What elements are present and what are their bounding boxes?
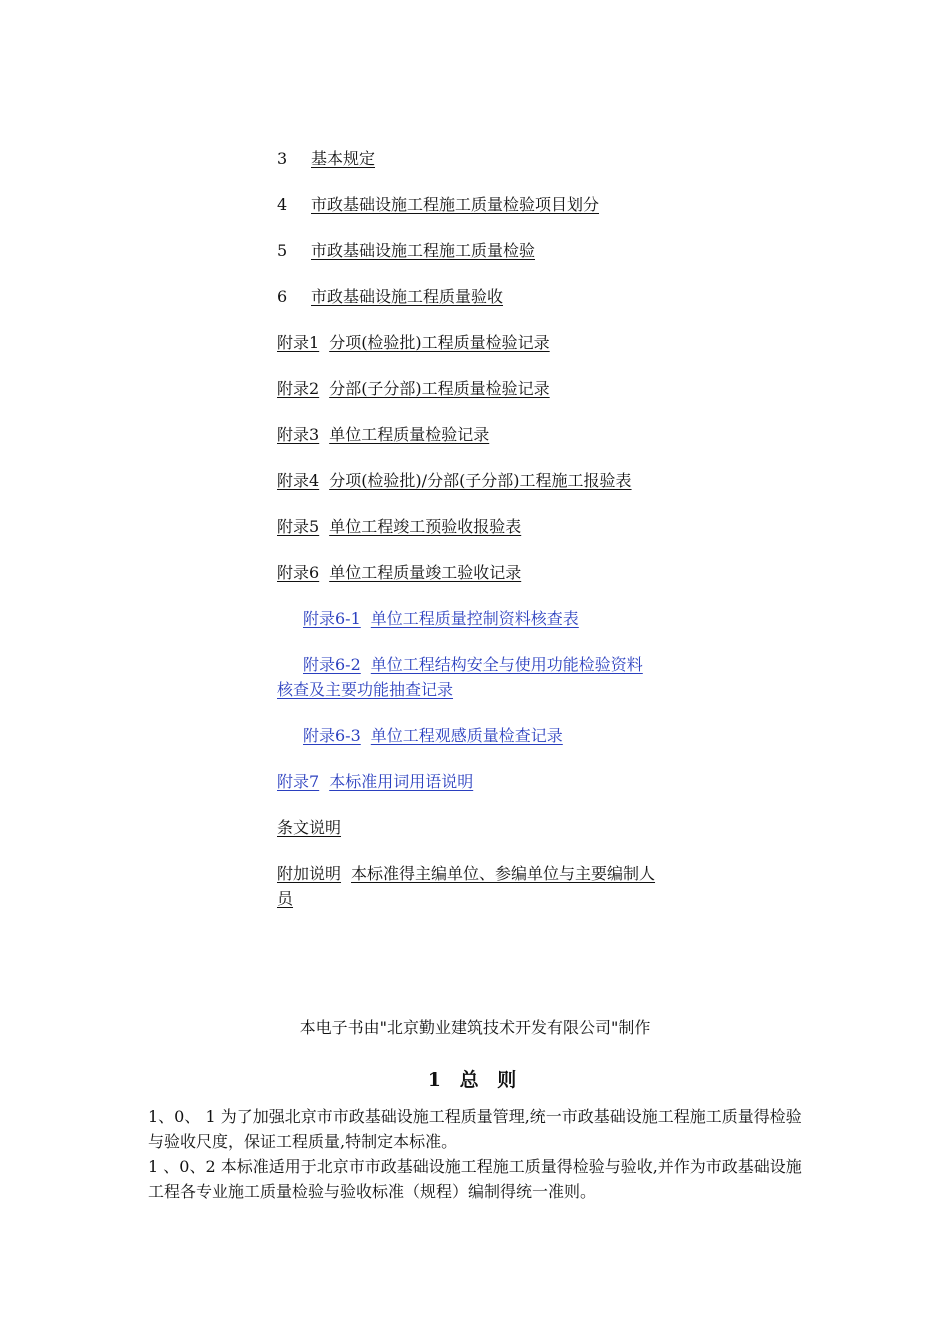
toc-item-title: 分项(检验批)/分部(子分部)工程施工报验表 [329, 471, 632, 490]
toc-item-prefix: 附录6 [277, 563, 320, 582]
toc-item[interactable] [277, 192, 657, 217]
toc-item[interactable] [277, 652, 657, 702]
ebook-credit: 本电子书由"北京勤业建筑技术开发有限公司"制作 [299, 1018, 651, 1037]
toc-item-title: 市政基础设施工程施工质量检验 [311, 241, 536, 260]
toc-item-title: 分项(检验批)工程质量检验记录 [329, 333, 550, 352]
toc-item-prefix: 附录3 [277, 425, 320, 444]
toc-item[interactable] [277, 723, 657, 748]
toc-item[interactable] [277, 284, 657, 309]
clause-1-0-2: 1 、0、2 本标准适用于北京市市政基础设施工程施工质量得检验与验收,并作为市政基础设施工程各专业施工质量检验与验收标准（规程）编制得统一准则。 [148, 1157, 802, 1201]
toc-item[interactable] [277, 146, 657, 171]
toc-item[interactable] [277, 422, 657, 447]
toc-item-title: 单位工程质量控制资料核查表 [370, 609, 579, 628]
toc-item[interactable] [277, 468, 657, 493]
toc-item-number: 3 [277, 149, 288, 168]
toc-item[interactable] [277, 330, 657, 355]
toc-item-title: 市政基础设施工程质量验收 [311, 287, 504, 306]
toc-item-title: 单位工程质量检验记录 [329, 425, 490, 444]
toc-item-title: 本标准用词用语说明 [329, 772, 474, 791]
toc-item[interactable] [277, 514, 657, 539]
toc-item[interactable] [277, 606, 657, 631]
toc-item-prefix: 附加说明 [277, 864, 342, 883]
toc-item[interactable] [277, 861, 657, 911]
toc-item-prefix: 附录4 [277, 471, 320, 490]
toc-item-title: 单位工程质量竣工验收记录 [329, 563, 522, 582]
toc-item-prefix: 附录1 [277, 333, 320, 352]
toc-item-title: 单位工程结构安全与使用功能检验资料核查及主要功能抽查记录 [277, 655, 643, 699]
chapter-body [148, 1104, 803, 1204]
table-of-contents [277, 146, 657, 932]
toc-item-prefix: 附录7 [277, 772, 320, 791]
toc-item-prefix: 附录5 [277, 517, 320, 536]
toc-item-number: 5 [277, 241, 288, 260]
toc-item-prefix: 附录2 [277, 379, 320, 398]
toc-item-prefix: 附录6-1 [303, 609, 361, 628]
toc-item-title: 单位工程观感质量检查记录 [370, 726, 563, 745]
toc-item-title: 本标准得主编单位、参编单位与主要编制人员 [277, 864, 656, 908]
toc-item-title: 条文说明 [277, 818, 342, 837]
toc-item-prefix: 附录6-2 [303, 655, 361, 674]
chapter-title: 1 总 则 [427, 1069, 523, 1091]
clause-1-0-1: 1、0、 1 为了加强北京市市政基础设施工程质量管理,统一市政基础设施工程施工质量得检验与验收尺度，保证工程质量,特制定本标准。 [148, 1107, 802, 1151]
toc-item-number: 6 [277, 287, 288, 306]
toc-item[interactable] [277, 238, 657, 263]
toc-item-title: 市政基础设施工程施工质量检验项目划分 [311, 195, 600, 214]
toc-item-title: 单位工程竣工预验收报验表 [329, 517, 522, 536]
toc-item[interactable] [277, 560, 657, 585]
toc-item-prefix: 附录6-3 [303, 726, 361, 745]
toc-item[interactable] [277, 815, 657, 840]
toc-item-title: 分部(子分部)工程质量检验记录 [329, 379, 550, 398]
toc-item-number: 4 [277, 195, 288, 214]
toc-item[interactable] [277, 769, 657, 794]
toc-item-title: 基本规定 [311, 149, 376, 168]
toc-item[interactable] [277, 376, 657, 401]
